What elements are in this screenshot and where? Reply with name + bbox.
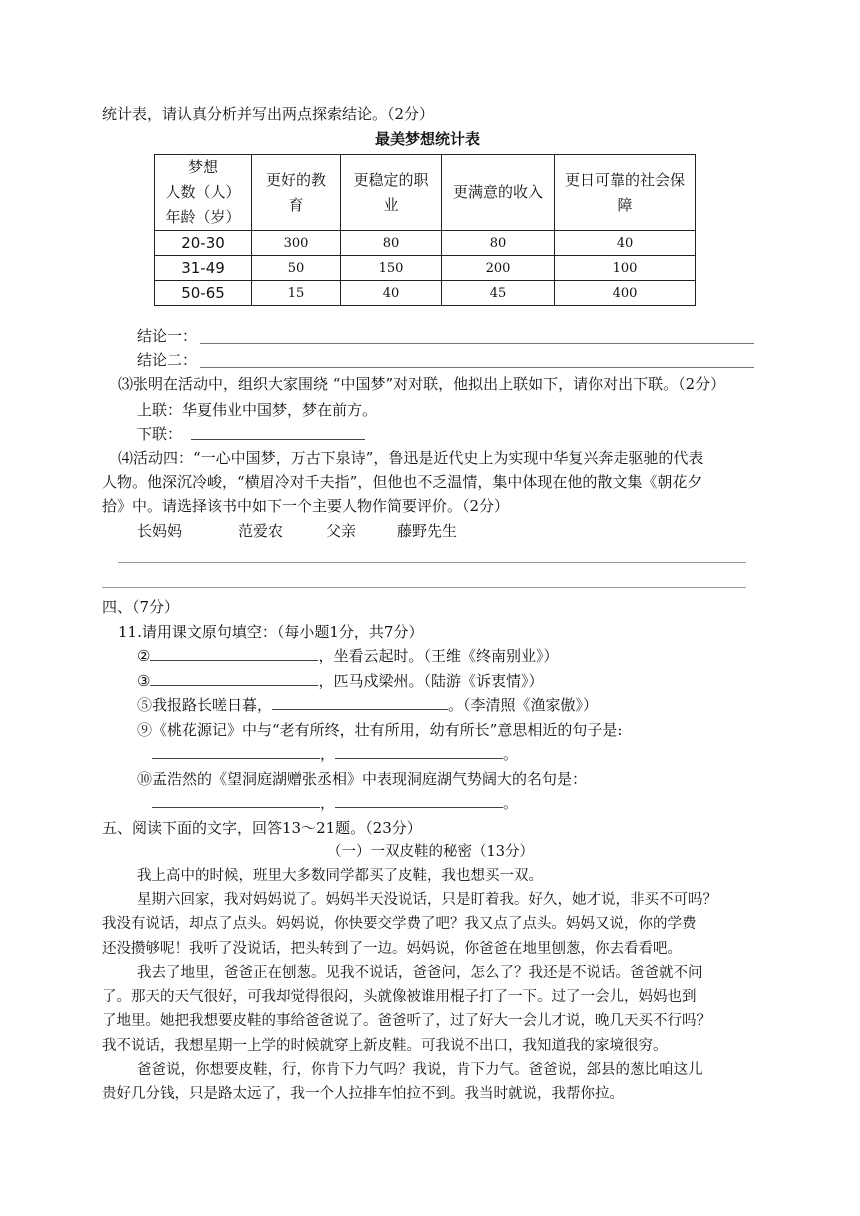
fill-item-9-blank-2[interactable]: [335, 744, 503, 759]
comma: ，: [320, 745, 336, 763]
value-cell: 45: [442, 281, 555, 306]
fill-item-5: [137, 695, 598, 715]
value-cell: 80: [341, 231, 442, 256]
period: 。: [503, 745, 519, 763]
evaluation-answer-line-1[interactable]: [118, 562, 746, 563]
fill-item-2-blank[interactable]: [150, 646, 318, 661]
fill-item-9: ⑨《桃花源记》中与“老有所终，壮有所用，幼有所长”意思相近的句子是:: [137, 721, 623, 739]
story-paragraph-line: 了地里。她把我想要皮鞋的事给爸爸说了。爸爸听了，过了好大一会儿才说，晚几天买不行吗？: [102, 1013, 711, 1029]
character-name: 范爱农: [238, 522, 284, 540]
fill-item-10-blank-2[interactable]: [335, 793, 503, 808]
conclusion-one-label: 结论一：: [137, 327, 198, 345]
table-row: [155, 281, 696, 306]
question-3: ⑶张明在活动中，组织大家围绕 “中国梦”对对联，他拟出上联如下，请你对出下联。（2分）: [118, 375, 726, 393]
fill-item-2-number: ②: [137, 647, 151, 665]
comma: ，: [320, 794, 336, 812]
fill-item-5-text: ⑤我报路长嗟日暮，: [137, 696, 273, 714]
fill-item-5-blank[interactable]: [272, 695, 448, 710]
story-paragraph-line: 星期六回家，我对妈妈说了。妈妈半天没说话，只是盯着我。好久，她才说，非买不可吗？: [137, 892, 717, 908]
story-paragraph-line: 我不说话，我想星期一上学的时候就穿上新皮鞋。可我说不出口，我知道我的家境很穷。: [102, 1038, 668, 1054]
character-name: 藤野先生: [397, 522, 458, 540]
conclusion-two-label: 结论二：: [137, 351, 198, 369]
fill-item-9-blank-1[interactable]: [152, 744, 320, 759]
question-4-line-1: ⑷活动四：“一心中国梦，万古下泉诗”，鲁迅是近代史上为实现中华复兴奔走驱驰的代表: [118, 449, 704, 467]
conclusion-two-answer-line[interactable]: [200, 367, 754, 368]
header-job: 更稳定的职业: [341, 155, 442, 231]
fill-item-9-answers: [152, 744, 518, 764]
header-social-security: 更日可靠的社会保障: [555, 155, 696, 231]
question-4-line-2: 人物。他深沉冷峻，“横眉冷对千夫指”，但他也不乏温情，集中体现在他的散文集《朝花夕: [102, 473, 703, 491]
table-title: 最美梦想统计表: [375, 130, 481, 148]
corner-dream: 梦想: [187, 158, 218, 176]
age-cell: 31-49: [155, 256, 252, 281]
conclusion-one-answer-line[interactable]: [200, 343, 754, 344]
evaluation-answer-line-2[interactable]: [102, 587, 746, 588]
story-paragraph-line: 贵好几分钱，只是路太远了，我一个人拉排车怕拉不到。我当时就说，我帮你拉。: [102, 1086, 624, 1102]
story-title: （一）一双皮鞋的秘密（13分）: [327, 844, 534, 860]
fill-item-2-text: ，坐看云起时。（王维《终南别业》）: [318, 647, 559, 665]
table-header-row: [155, 155, 696, 231]
header-income: 更满意的收入: [442, 155, 555, 231]
value-cell: 100: [555, 256, 696, 281]
question-4-line-3: 拾》中。请选择该书中如下一个主要人物作简要评价。（2分）: [102, 497, 510, 515]
fill-item-5-tail: 。（李清照《渔家傲》）: [448, 696, 599, 714]
value-cell: 150: [341, 256, 442, 281]
age-cell: 50-65: [155, 281, 252, 306]
table-corner-cell: [155, 155, 252, 231]
section-4-heading: 四、（7分）: [102, 598, 180, 616]
fill-item-10: ⑩孟浩然的《望洞庭湖赠张丞相》中表现洞庭湖气势阔大的名句是：: [137, 770, 588, 788]
fill-item-10-answers: [152, 793, 518, 813]
character-name: 长妈妈: [137, 522, 183, 540]
question-intro: 统计表，请认真分析并写出两点探索结论。（2分）: [102, 105, 435, 123]
corner-people: 人数（人）: [165, 183, 241, 201]
value-cell: 50: [252, 256, 341, 281]
fill-item-2: [137, 646, 558, 666]
dream-statistics-table: [154, 154, 696, 306]
value-cell: 200: [442, 256, 555, 281]
period: 。: [503, 794, 519, 812]
header-education: 更好的教育: [252, 155, 341, 231]
story-paragraph-line: 还没攒够呢！我听了没说话，把头转到了一边。妈妈说，你爸爸在地里刨葱，你去看看吧。: [102, 941, 682, 957]
upper-couplet: 上联：华夏伟业中国梦，梦在前方。: [137, 401, 378, 419]
value-cell: 80: [442, 231, 555, 256]
question-11: 11.请用课文原句填空：（每小题1分，共7分）: [118, 623, 424, 641]
story-paragraph-line: 了。那天的天气很好，可我却觉得很闷，头就像被谁用棍子打了一下。过了一会儿，妈妈也到: [102, 989, 697, 1005]
fill-item-3-blank[interactable]: [150, 671, 318, 686]
age-cell: 20-30: [155, 231, 252, 256]
table-row: [155, 231, 696, 256]
value-cell: 15: [252, 281, 341, 306]
value-cell: 40: [341, 281, 442, 306]
value-cell: 300: [252, 231, 341, 256]
lower-couplet-answer-line[interactable]: [191, 439, 365, 440]
fill-item-3-text: ，匹马戍梁州。（陆游《诉衷情》）: [318, 672, 544, 690]
fill-item-3-number: ③: [137, 672, 151, 690]
story-paragraph-line: 爸爸说，你想要皮鞋，行，你肯下力气吗？我说，肯下力气。爸爸说，郐县的葱比咱这儿: [137, 1062, 703, 1078]
value-cell: 400: [555, 281, 696, 306]
fill-item-3: [137, 671, 543, 691]
story-paragraph-line: 我去了地里，爸爸正在刨葱。见我不说话，爸爸问，怎么了？我还是不说话。爸爸就不问: [137, 965, 703, 981]
story-paragraph-line: 我上高中的时候，班里大多数同学都买了皮鞋，我也想买一双。: [137, 868, 543, 884]
section-5-heading: 五、阅读下面的文字，回答13～21题。（23分）: [102, 819, 422, 837]
table-row: [155, 256, 696, 281]
story-paragraph-line: 我没有说话，却点了点头。妈妈说，你快要交学费了吧？我又点了点头。妈妈又说，你的学费: [102, 916, 697, 932]
character-name: 父亲: [326, 522, 357, 540]
value-cell: 40: [555, 231, 696, 256]
corner-age: 年龄（岁）: [165, 208, 241, 226]
fill-item-10-blank-1[interactable]: [152, 793, 320, 808]
lower-couplet-label: 下联：: [137, 425, 183, 443]
